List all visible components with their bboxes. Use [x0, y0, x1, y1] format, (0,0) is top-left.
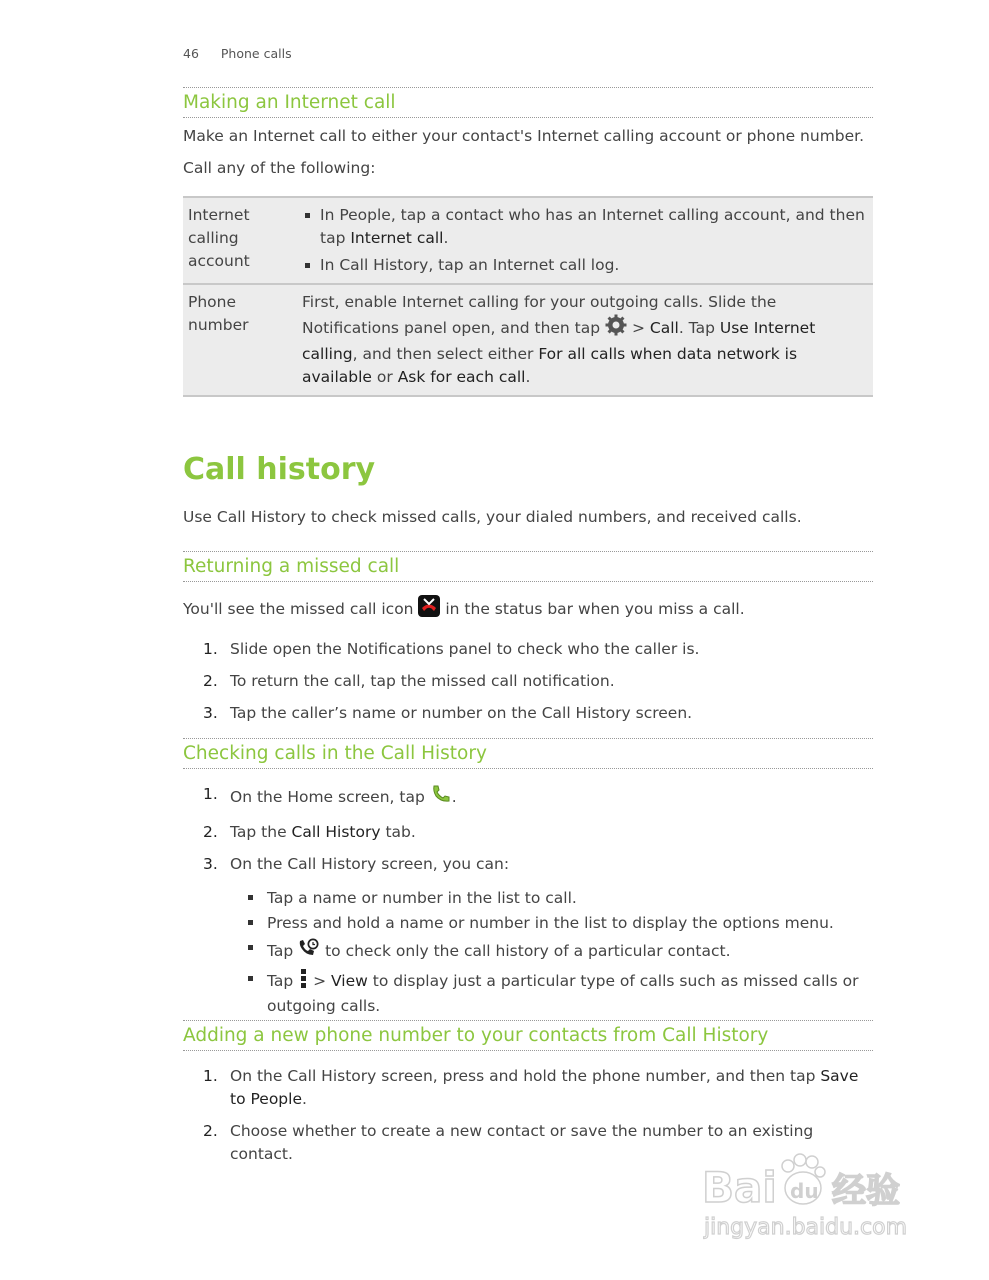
menu-icon [298, 968, 308, 995]
paragraph: You'll see the missed call icon in the status bar when you miss a call. [183, 595, 873, 624]
section-add-number [183, 1020, 873, 1166]
contact-history-icon [298, 937, 320, 966]
section-internet-call [183, 87, 873, 397]
section-heading: Making an Internet call [183, 87, 873, 118]
section-missed-call [183, 551, 873, 725]
section-heading: Returning a missed call [183, 551, 873, 582]
list-item: 1. On the Home screen, tap . [183, 783, 873, 812]
paragraph: Call any of the following: [183, 159, 376, 177]
chapter-heading: Call history [183, 452, 376, 487]
page-number: 46 [183, 46, 199, 61]
list-item: In People, tap a contact who has an Internet calling account, and then tap Internet call. [302, 204, 868, 250]
section-checking-calls [183, 738, 873, 1018]
page-header [183, 46, 292, 61]
list-item: 3. Tap the caller’s name or number on the Call History screen. [203, 704, 693, 722]
paragraph: Make an Internet call to either your contact's Internet calling account or phone number. [183, 127, 865, 145]
steps-list [183, 638, 873, 725]
section-heading: Checking calls in the Call History [183, 738, 873, 769]
list-item: 1. On the Call History screen, press and hold the phone number, and then tap Save to People. [203, 1067, 859, 1108]
list-item: 2. To return the call, tap the missed call notification. [203, 672, 615, 690]
list-item: 3. On the Call History screen, you can: [203, 855, 510, 873]
svg-text:经验: 经验 [832, 1171, 900, 1211]
svg-text:jingyan.baidu.com: jingyan.baidu.com [704, 1215, 908, 1240]
table-cell-content [297, 197, 873, 284]
svg-text:Bai: Bai [702, 1163, 777, 1212]
settings-gear-icon [605, 314, 627, 343]
list-item: 2. Tap the Call History tab. [203, 823, 416, 841]
list-item: 1. Slide open the Notifications panel to check who the caller is. [203, 640, 700, 658]
svg-text:du: du [790, 1179, 819, 1203]
watermark-logo [700, 1150, 940, 1245]
sub-list [183, 887, 873, 1018]
table-row [183, 284, 873, 396]
baidu-watermark [700, 1150, 940, 1245]
list-item: Press and hold a name or number in the list to display the options menu. [183, 912, 873, 935]
table-row [183, 197, 873, 284]
table-cell-label: Internet calling account [188, 206, 250, 270]
table-cell-content: First, enable Internet calling for your outgoing calls. Slide the Notifications panel open, and then tap > Call. Tap Use Internet calling, and then select either For all calls when data network is available or Ask for each call. [302, 293, 816, 386]
paragraph: Use Call History to check missed calls, your dialed numbers, and received calls. [183, 508, 802, 526]
list-item: In Call History, tap an Internet call log. [302, 254, 868, 277]
steps-list [183, 783, 873, 876]
missed-call-icon [418, 595, 440, 624]
phone-icon [430, 783, 452, 812]
table-cell-label: Phone number [188, 293, 249, 334]
list-item: 2. Choose whether to create a new contact or save the number to an existing contact. [203, 1122, 814, 1163]
list-item: Tap > View to display just a particular type of calls such as missed calls or outgoing calls. [183, 968, 873, 1018]
chapter-title: Phone calls [220, 46, 292, 61]
list-item: Tap a name or number in the list to call. [183, 887, 873, 910]
section-heading: Adding a new phone number to your contacts from Call History [183, 1020, 873, 1051]
section-call-history [183, 452, 873, 529]
options-table [183, 196, 873, 397]
list-item: Tap to check only the call history of a particular contact. [183, 937, 873, 966]
